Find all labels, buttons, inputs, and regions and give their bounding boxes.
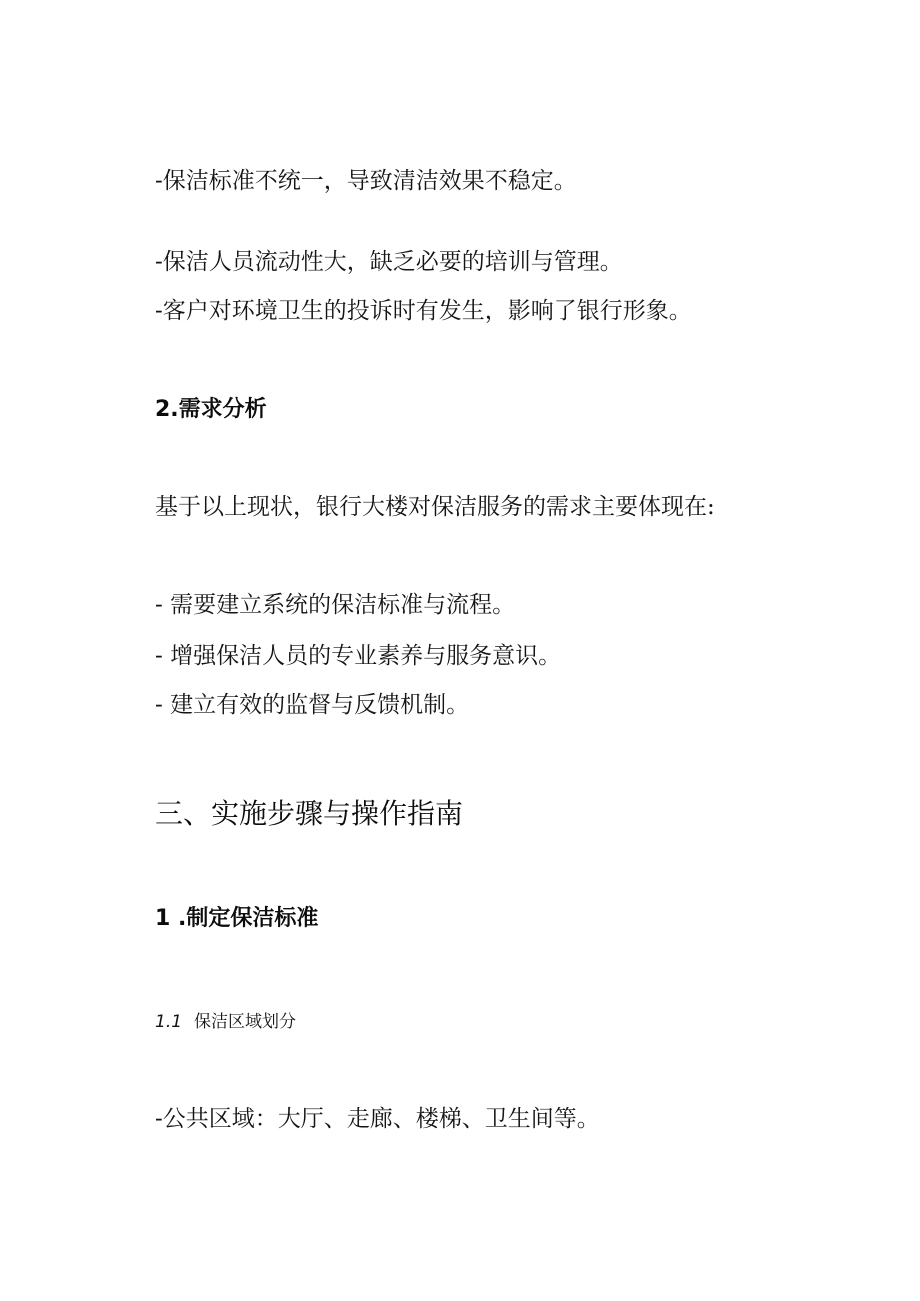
area-division-number: 1.1	[155, 1012, 183, 1032]
problem-item-complaints: -客户对环境卫生的投诉时有发生，影响了银行形象。	[155, 298, 692, 324]
need-item-supervision: - 建立有效的监督与反馈机制。	[155, 692, 470, 718]
needs-analysis-heading: 2.需求分析	[155, 397, 267, 422]
area-division-heading	[155, 1014, 296, 1031]
standards-heading: 1 .制定保洁标准	[155, 906, 319, 931]
area-item-public: -公共区域：大厅、走廊、楼梯、卫生间等。	[155, 1106, 600, 1132]
problem-item-staff: -保洁人员流动性大，缺乏必要的培训与管理。	[155, 249, 623, 275]
needs-intro-paragraph: 基于以上现状，银行大楼对保洁服务的需求主要体现在:	[155, 494, 715, 520]
need-item-standards: - 需要建立系统的保洁标准与流程。	[155, 592, 516, 618]
section-heading-implementation: 三、实施步骤与操作指南	[155, 797, 464, 830]
need-item-professionalism: - 增强保洁人员的专业素养与服务意识。	[155, 643, 562, 669]
area-division-title: 保洁区域划分	[194, 1012, 297, 1032]
problem-item-standards: -保洁标准不统一，导致清洁效果不稳定。	[155, 168, 577, 194]
